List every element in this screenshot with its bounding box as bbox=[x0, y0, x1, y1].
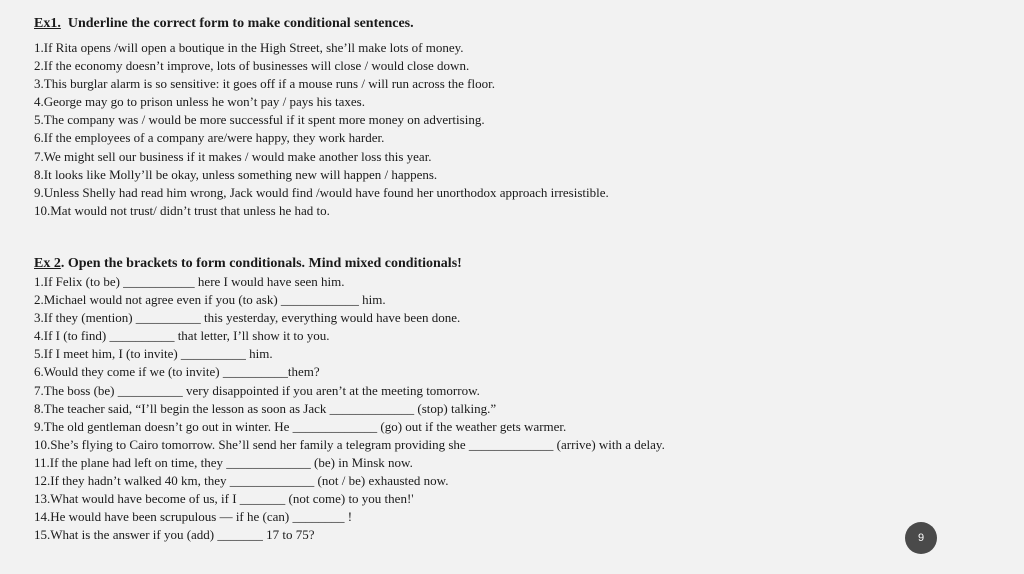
ex1-item-3: 3.This burglar alarm is so sensitive: it goes off if a mouse runs / will run across the floor. bbox=[34, 76, 495, 92]
ex2-item-3: 3.If they (mention) __________ this yesterday, everything would have been done. bbox=[34, 310, 461, 326]
ex1-item-1: 1.If Rita opens /will open a boutique in the High Street, she’ll make lots of money. bbox=[34, 40, 464, 55]
ex2-item-1: 1.If Felix (to be) ___________ here I would have seen him. bbox=[34, 274, 345, 289]
ex1-item-8: 8.It looks like Molly’ll be okay, unless something new will happen / happens. bbox=[34, 166, 438, 182]
worksheet bbox=[34, 12, 994, 543]
ex2-item-14: 14.He would have been scrupulous — if he (can) ________ ! bbox=[34, 509, 353, 525]
page-number-badge: 9 bbox=[905, 522, 937, 554]
ex2-section bbox=[34, 255, 665, 544]
ex1-item-10: 10.Mat would not trust/ didn’t trust that unless he had to. bbox=[34, 202, 330, 218]
ex2-item-2: 2.Michael would not agree even if you (to ask) ____________ him. bbox=[34, 292, 386, 308]
ex1-item-4: 4.George may go to prison unless he won’t pay / pays his taxes. bbox=[34, 94, 365, 110]
ex1-instruction: Underline the correct form to make conditional sentences. bbox=[67, 16, 414, 31]
ex1-item-6: 6.If the employees of a company are/were happy, they work harder. bbox=[34, 130, 385, 146]
ex1-item-2: 2.If the economy doesn’t improve, lots of businesses will close / would close down. bbox=[34, 58, 470, 74]
ex2-item-11: 11.If the plane had left on time, they _____________ (be) in Minsk now. bbox=[34, 454, 413, 470]
ex2-heading bbox=[34, 255, 665, 273]
ex2-instruction: . Open the brackets to form conditionals. Mind mixed conditionals! bbox=[60, 256, 462, 271]
ex2-item-9: 9.The old gentleman doesn’t go out in winter. He _____________ (go) out if the weather gets warmer. bbox=[34, 418, 567, 434]
ex2-item-4: 4.If I (to find) __________ that letter, I’ll show it to you. bbox=[34, 328, 330, 344]
ex1-item-9: 9.Unless Shelly had read him wrong, Jack would find /would have found her unorthodox approach irresistible. bbox=[34, 184, 609, 200]
ex2-item-15: 15.What is the answer if you (add) _______ 17 to 75? bbox=[34, 527, 315, 543]
ex2-item-6: 6.Would they come if we (to invite) __________them? bbox=[34, 364, 320, 380]
ex2-item-13: 13.What would have become of us, if I _______ (not come) to you then!' bbox=[34, 491, 414, 507]
ex2-item-7: 7.The boss (be) __________ very disappointed if you aren’t at the meeting tomorrow. bbox=[34, 382, 480, 398]
ex2-item-10: 10.She’s flying to Cairo tomorrow. She’ll send her family a telegram providing she _____________ (arrive) with a delay. bbox=[34, 436, 665, 452]
ex1-label: Ex1. bbox=[34, 16, 61, 31]
ex2-label: Ex 2 bbox=[34, 256, 61, 271]
ex2-item-8: 8.The teacher said, “I’ll begin the lesson as soon as Jack _____________ (stop) talking.” bbox=[34, 400, 497, 416]
ex2-item-5: 5.If I meet him, I (to invite) __________ him. bbox=[34, 346, 273, 362]
ex1-item-7: 7.We might sell our business if it makes / would make another loss this year. bbox=[34, 148, 432, 164]
ex1-item-5: 5.The company was / would be more successful if it spent more money on advertising. bbox=[34, 112, 485, 128]
ex1-list bbox=[34, 39, 994, 220]
ex2-item-12: 12.If they hadn’t walked 40 km, they _____________ (not / be) exhausted now. bbox=[34, 473, 449, 489]
ex1-heading bbox=[34, 15, 994, 33]
ex2-list bbox=[34, 273, 665, 544]
